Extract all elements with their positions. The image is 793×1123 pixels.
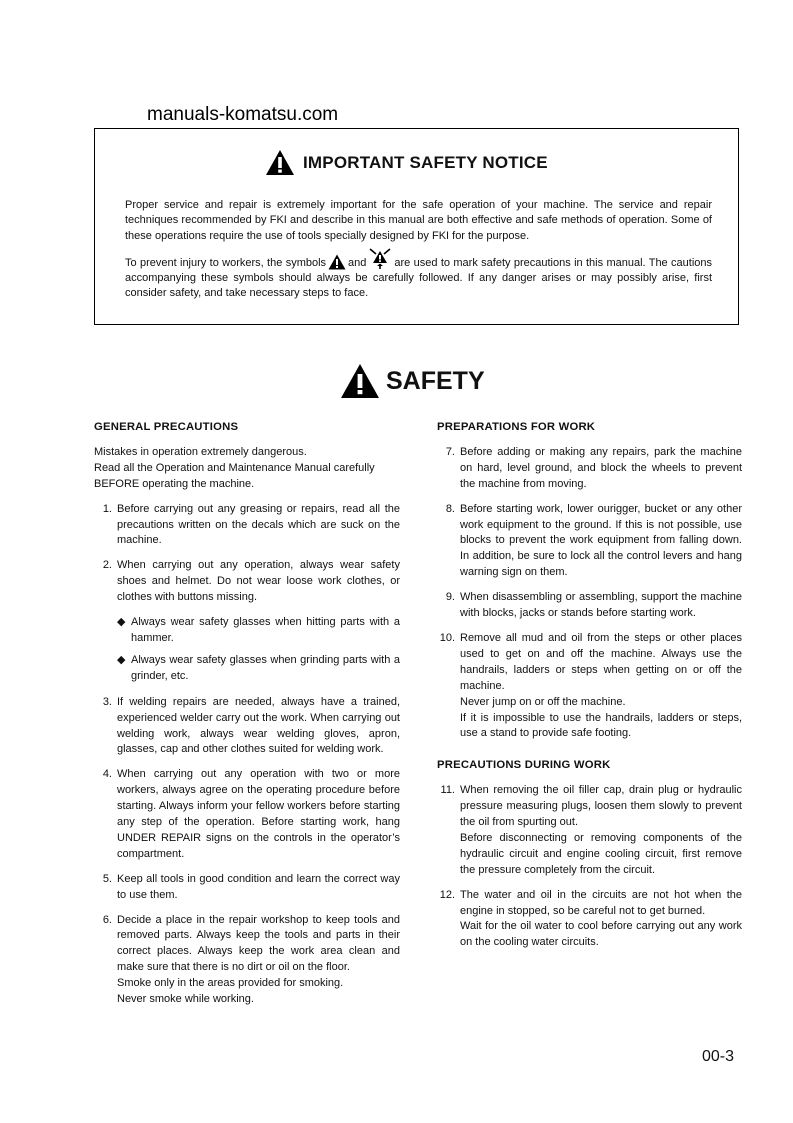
list-item [437, 888, 742, 952]
list-item [94, 695, 400, 759]
warning-triangle-icon [265, 149, 295, 176]
list-item [437, 631, 742, 742]
safety-heading-text: SAFETY [386, 366, 485, 395]
item-text: When disassembling or assembling, support the machine with blocks, jacks or stands before starting work. [460, 591, 742, 620]
item-number: 8. [445, 502, 455, 515]
list-item [94, 913, 400, 1008]
item-text: When removing the oil filler cap, drain plug or hydraulic pressure measuring plugs, loosen them slowly to prevent the oil from spurting out. [460, 784, 742, 829]
item-text: Never jump on or off the machine. [460, 695, 626, 708]
notice-and-text: and [348, 256, 367, 269]
notice-paragraph-1: Proper service and repair is extremely important for the safe operation of your machine. The service and repair techniques recommended by FKI and describe in this manual are both effective and safe methods of operation. Some of these operations require the use of tools specially designed by FKI for the purpose. [125, 199, 712, 242]
item-text: Before carrying out any greasing or repairs, read all the precautions written on the decals which are suck on the machine. [117, 502, 400, 547]
list-item [94, 767, 400, 862]
list-item [437, 445, 742, 493]
notice-title-text: IMPORTANT SAFETY NOTICE [303, 152, 548, 172]
list-item [94, 558, 400, 606]
item-text: Smoke only in the areas provided for smoking. [117, 977, 344, 990]
section-heading: GENERAL PRECAUTIONS [94, 421, 239, 433]
item-text: Before adding or making any repairs, park the machine on hard, level ground, and block the wheels to prevent the machine from moving. [460, 445, 742, 490]
notice-paragraph-2-end: are used to mark safety precautions in this manual. The cautions accompanying these symbols should always be carefully followed. If any danger arises or may possibly arise, first consider safety, and take necessary steps to face. [125, 256, 712, 300]
item-number: 11. [440, 784, 455, 797]
item-text: Before disconnecting or removing components of the hydraulic circuit and engine cooling circuit, first remove the pressure completely from the circuit. [460, 831, 742, 876]
section-heading: PREPARATIONS FOR WORK [437, 421, 596, 433]
item-number: 10. [439, 631, 455, 644]
right-column [437, 420, 742, 960]
item-text: Never smoke while working. [117, 993, 254, 1006]
item-number: 9. [445, 591, 455, 604]
page-number: 00-3 [702, 1048, 735, 1065]
safety-heading [340, 363, 485, 399]
warning-triangle-icon [328, 254, 346, 270]
item-text: If welding repairs are needed, always have a trained, experienced welder carry out the work. When carrying out welding work, always wear welding gloves, apron, glasses, cap and other clothes suited for welding work. [117, 695, 400, 756]
left-column [94, 420, 400, 1017]
item-number: 4. [102, 768, 112, 781]
list-item [437, 783, 742, 878]
intro-line: Mistakes in operation extremely dangerous. [94, 445, 307, 458]
bullet-icon: ◆ [117, 653, 126, 666]
item-number: 5. [102, 872, 112, 885]
item-text: The water and oil in the circuits are not hot when the engine in stopped, so be careful not to get burned. [460, 888, 742, 917]
item-text: When carrying out any operation, always wear safety shoes and helmet. Do not wear loose work clothes, or clothes with buttons missing. [117, 559, 400, 604]
notice-body [125, 198, 712, 302]
notice-title [265, 149, 548, 176]
list-item [94, 872, 400, 904]
warning-triangle-icon [340, 363, 380, 399]
item-number: 7. [445, 445, 455, 458]
item-number: 12. [439, 888, 455, 901]
bullet-item [94, 615, 400, 647]
item-text: Decide a place in the repair workshop to keep tools and removed parts. Always keep the tools and parts in their correct places. Always keep the work area clean and make sure that there is no dirt or oil on the floor. [117, 913, 400, 974]
safety-notice-box [94, 128, 739, 325]
item-number: 2. [102, 559, 112, 572]
list-item [437, 590, 742, 622]
notice-paragraph-2-start: To prevent injury to workers, the symbols [125, 256, 327, 269]
bullet-icon: ◆ [117, 616, 126, 629]
watermark: manuals-komatsu.com [147, 104, 339, 125]
section-heading: PRECAUTIONS DURING WORK [437, 759, 611, 772]
item-number: 1. [102, 502, 112, 515]
item-text: If it is impossible to use the handrails, ladders or steps, use a stand to provide safe footing. [460, 711, 742, 740]
general-intro [94, 445, 400, 493]
bullet-text: Always wear safety glasses when grinding parts with a grinder, etc. [131, 653, 400, 682]
item-number: 3. [102, 695, 112, 708]
crush-hazard-icon [368, 248, 392, 270]
item-text: Wait for the oil water to cool before carrying out any work on the cooling water circuits. [460, 920, 742, 949]
bullet-text: Always wear safety glasses when hitting parts with a hammer. [131, 616, 400, 644]
item-text: Before starting work, lower ourigger, bucket or any other work equipment to the ground. If this is not possible, use blocks to prevent the work equipment from falling down. In addition, be sure to lock all the control levers and hang warning sign on them. [460, 502, 742, 579]
item-text: Keep all tools in good condition and learn the correct way to use them. [117, 872, 400, 901]
item-text: When carrying out any operation with two or more workers, always agree on the operating procedure before starting. Always inform your fellow workers before starting any step of the operation. Before starting work, hang UNDER REPAIR signs on the controls in the operator’s compartment. [117, 768, 400, 860]
item-number: 6. [102, 913, 112, 926]
intro-line: Read all the Operation and Maintenance Manual carefully BEFORE operating the machine. [94, 461, 375, 490]
list-item [94, 502, 400, 550]
notice-paragraph-2 [125, 248, 712, 302]
list-item [437, 502, 742, 582]
item-text: Remove all mud and oil from the steps or other places used to get on and off the machine. Always use the handrails, ladders or steps when getting on or off the machine. [460, 631, 742, 692]
bullet-item [94, 653, 400, 685]
